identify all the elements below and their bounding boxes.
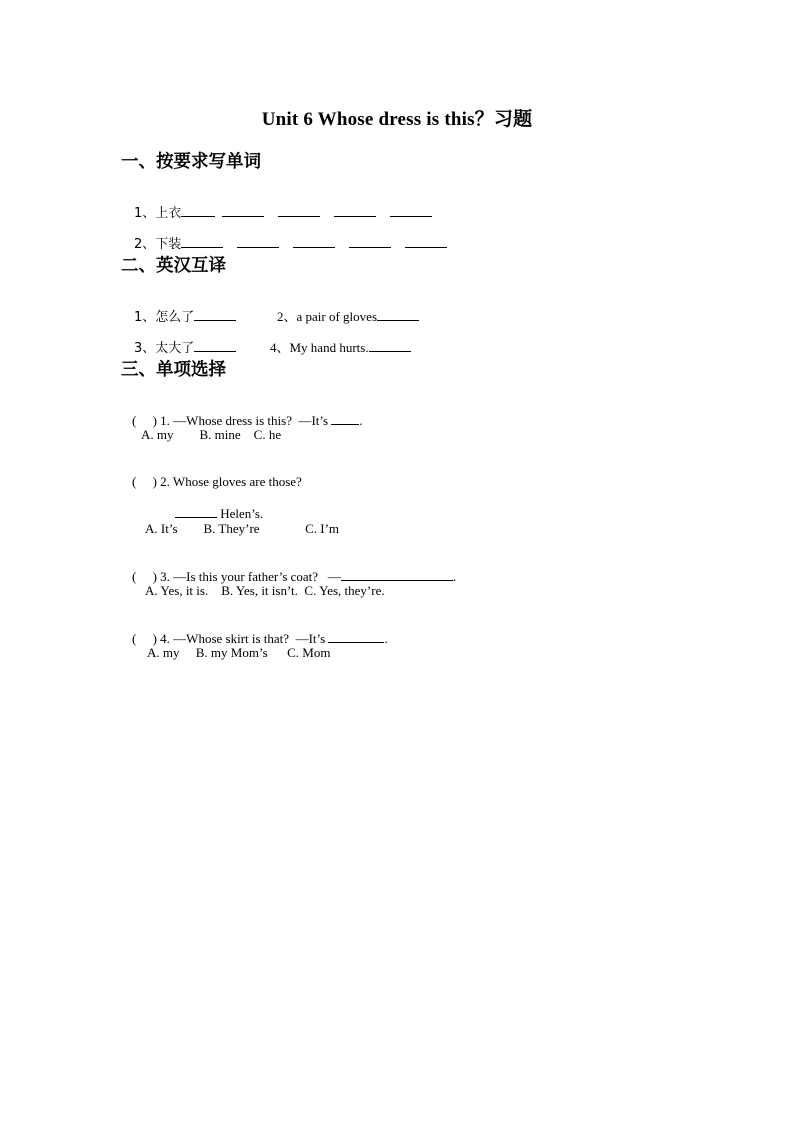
answer-blank[interactable] xyxy=(341,568,453,581)
part2-q3-text: 3、太大了 xyxy=(134,341,195,356)
answer-blank[interactable] xyxy=(194,308,236,321)
answer-blank[interactable] xyxy=(349,235,391,248)
part1-q1-prefix: 1、上衣 xyxy=(134,206,182,221)
answer-blank[interactable] xyxy=(181,235,223,248)
answer-blank[interactable] xyxy=(194,339,236,352)
part1-q2-prefix: 2、下装 xyxy=(134,237,182,252)
answer-blank[interactable] xyxy=(334,204,376,217)
answer-blank[interactable] xyxy=(405,235,447,248)
part3-q1-options: A. my B. mine C. he xyxy=(141,427,282,442)
section-heading-2: 二、英汉互译 xyxy=(121,256,226,276)
part3-q4-options: A. my B. my Mom’s C. Mom xyxy=(147,645,331,660)
part3-q3-text: 3. —Is this your father’s coat? — xyxy=(160,569,341,584)
sentence-end: . xyxy=(359,413,363,428)
part3-q2-answer: Helen’s. xyxy=(217,506,264,521)
answer-blank[interactable] xyxy=(377,308,419,321)
answer-blank[interactable] xyxy=(222,204,264,217)
answer-blank[interactable] xyxy=(390,204,432,217)
answer-blank[interactable] xyxy=(181,204,215,217)
answer-paren[interactable]: ( ) xyxy=(132,413,157,428)
answer-paren[interactable]: ( ) xyxy=(132,569,157,584)
part2-q1-text: 1、怎么了 xyxy=(134,310,195,325)
answer-blank[interactable] xyxy=(328,630,384,643)
part2-q4-text: 4、My hand hurts. xyxy=(270,340,369,355)
sentence-end: . xyxy=(384,631,388,646)
answer-blank[interactable] xyxy=(293,235,335,248)
answer-blank[interactable] xyxy=(331,412,359,425)
part3-q2-text: 2. Whose gloves are those? xyxy=(160,474,302,489)
section-heading-3: 三、单项选择 xyxy=(121,360,226,380)
page-title: Unit 6 Whose dress is this？习题 xyxy=(261,109,533,130)
part3-q1-text: 1. —Whose dress is this? —It’s xyxy=(160,413,329,428)
answer-blank[interactable] xyxy=(237,235,279,248)
part3-q4-text: 4. —Whose skirt is that? —It’s xyxy=(160,631,326,646)
answer-paren[interactable]: ( ) xyxy=(132,631,157,646)
answer-blank[interactable] xyxy=(369,339,411,352)
part3-q3-options: A. Yes, it is. B. Yes, it isn’t. C. Yes, they’re. xyxy=(145,583,385,598)
answer-paren[interactable]: ( ) xyxy=(132,474,157,489)
part2-question-4 xyxy=(257,323,411,372)
answer-blank[interactable] xyxy=(278,204,320,217)
sentence-end: . xyxy=(452,569,457,584)
part2-q2-text: 2、a pair of gloves xyxy=(277,309,378,324)
answer-blank[interactable] xyxy=(175,505,217,518)
section-heading-1: 一、按要求写单词 xyxy=(121,152,261,172)
part3-q2-options: A. It’s B. They’re C. I’m xyxy=(145,521,340,536)
